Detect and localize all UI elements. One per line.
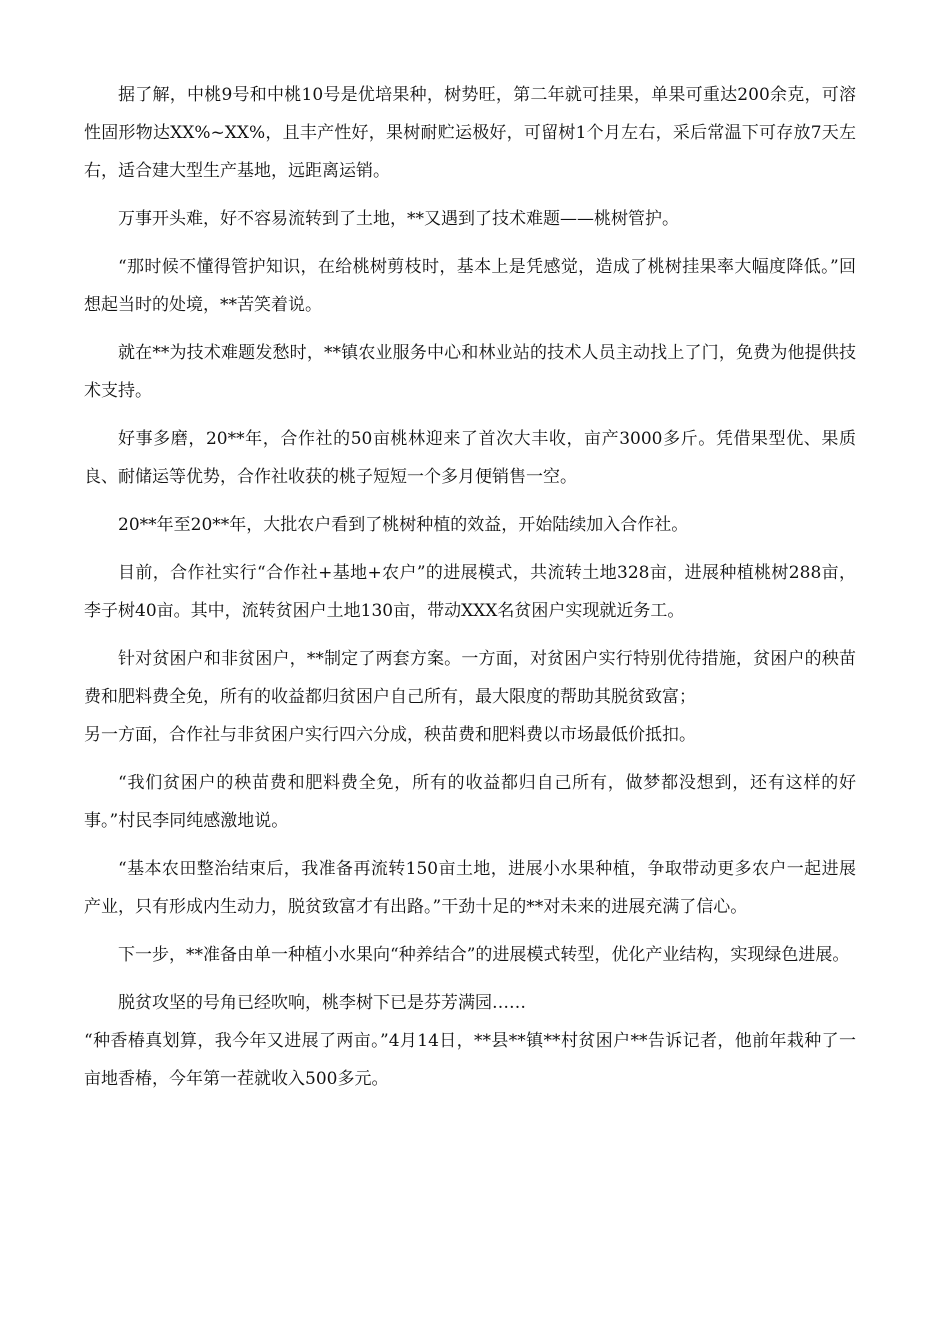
paragraph-fruit-variety: 据了解，中桃9号和中桃10号是优培果种，树势旺，第二年就可挂果，单果可重达200余克，可溶性固形物达XX%~XX%，且丰产性好，果树耐贮运极好，可留树1个月左右，采后常温下可存放7天左右，适合建大型生产基地，远距离运销。: [84, 85, 856, 181]
document-body: [84, 76, 856, 1108]
paragraph-cooperative-model: 目前，合作社实行“合作社+基地+农户”的进展模式，共流转土地328亩，进展种植桃树288亩，李子树40亩。其中，流转贫困户土地130亩，带动XXX名贫困户实现就近务工。: [84, 563, 856, 621]
paragraph-villager-quote: “我们贫困户的秧苗费和肥料费全免，所有的收益都归自己所有，做梦都没想到，还有这样的好事。”村民李同纯感激地说。: [84, 773, 856, 831]
paragraph-two-plans: 针对贫困户和非贫困户，**制定了两套方案。一方面，对贫困户实行特别优待措施，贫困户的秧苗费和肥料费全免，所有的收益都归贫困户自己所有，最大限度的帮助其脱贫致富；: [84, 649, 856, 707]
paragraph-tech-support: 就在**为技术难题发愁时，**镇农业服务中心和林业站的技术人员主动找上了门，免费为他提供技术支持。: [84, 343, 856, 401]
paragraph-quote-pruning: “那时候不懂得管护知识，在给桃树剪枝时，基本上是凭感觉，造成了桃树挂果率大幅度降低。”回想起当时的处境，**苦笑着说。: [84, 257, 856, 315]
paragraph-poverty-battle: 脱贫攻坚的号角已经吹响，桃李树下已是芬芳满园……: [118, 993, 526, 1013]
paragraph-first-harvest: 好事多磨，20**年，合作社的50亩桃林迎来了首次大丰收，亩产3000多斤。凭借果型优、果质良、耐储运等优势，合作社收获的桃子短短一个多月便销售一空。: [84, 429, 856, 487]
paragraph-next-step: 下一步，**准备由单一种植小水果向“种养结合”的进展模式转型，优化产业结构，实现绿色进展。: [118, 945, 850, 965]
paragraph-non-poor-households: 另一方面，合作社与非贫困户实行四六分成，秧苗费和肥料费以市场最低价抵扣。: [84, 725, 696, 745]
paragraph-farmers-join: 20**年至20**年，大批农户看到了桃树种植的效益，开始陆续加入合作社。: [118, 515, 689, 535]
paragraph-tech-problem: 万事开头难，好不容易流转到了土地，**又遇到了技术难题——桃树管护。: [118, 209, 679, 229]
paragraph-toon-planting: “种香椿真划算，我今年又进展了两亩。”4月14日，**县**镇**村贫困户**告诉记者，他前年栽种了一亩地香椿，今年第一茬就收入500多元。: [84, 1031, 856, 1089]
paragraph-future-plan: “基本农田整治结束后，我准备再流转150亩土地，进展小水果种植，争取带动更多农户一起进展产业，只有形成内生动力，脱贫致富才有出路。”干劲十足的**对未来的进展充满了信心。: [84, 859, 856, 917]
